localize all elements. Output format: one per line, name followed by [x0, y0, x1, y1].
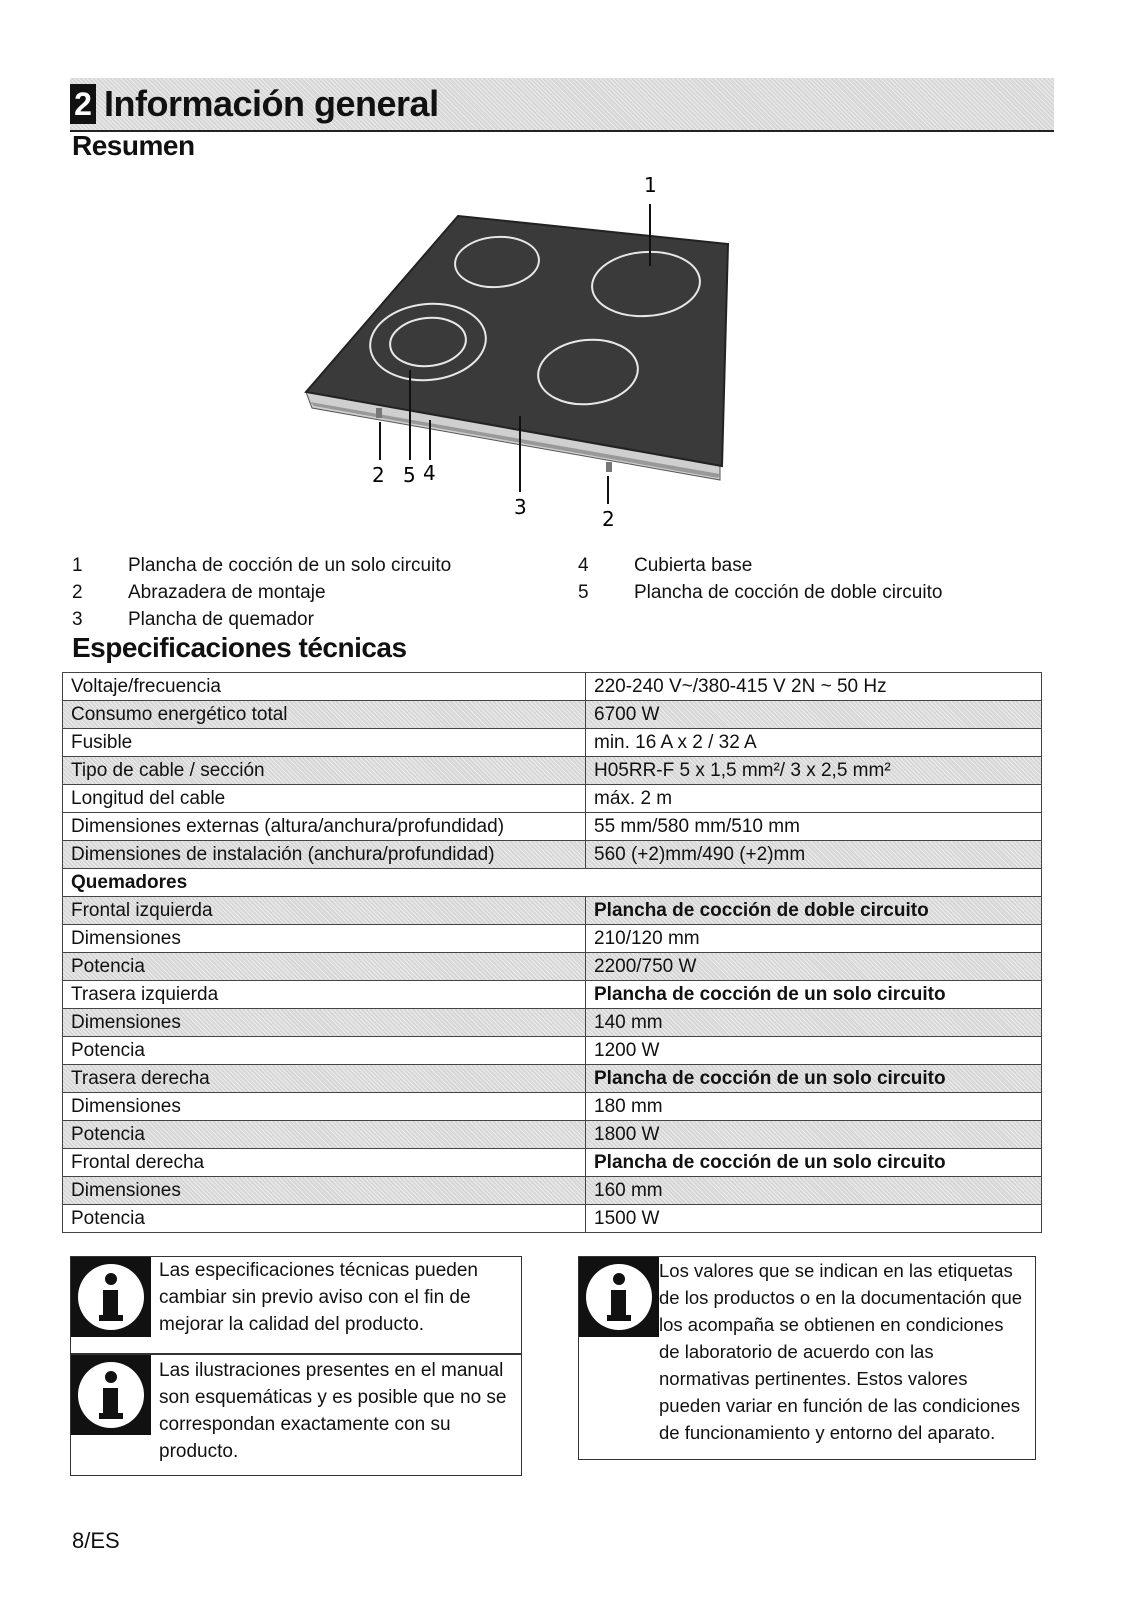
table-row: Potencia 1200 W [63, 1037, 1042, 1065]
specs-heading: Especificaciones técnicas [72, 632, 407, 663]
callout-2-left: 2 [372, 463, 385, 487]
table-row: Trasera derecha Plancha de cocción de un solo circuito [63, 1065, 1042, 1093]
note-line: Los valores que se indican en las etiquetas [659, 1260, 1013, 1281]
table-row: Frontal izquierda Plancha de cocción de doble circuito [63, 897, 1042, 925]
note-line: cambiar sin previo aviso con el fin de [159, 1287, 471, 1308]
page-number: 8/ES [72, 1528, 120, 1553]
hob-illustration [290, 170, 770, 540]
table-row: Consumo energético total 6700 W [63, 701, 1042, 729]
note-line: correspondan exactamente con su [159, 1414, 451, 1435]
note-line: los acompaña se obtienen en condiciones [659, 1314, 1004, 1335]
overview-heading: Resumen [72, 130, 195, 161]
note-line: normativas pertinentes. Estos valores [659, 1368, 968, 1389]
legend-left [72, 552, 451, 633]
table-row: Frontal derecha Plancha de cocción de un solo circuito [63, 1149, 1042, 1177]
callout-5: 5 [403, 463, 416, 487]
note-line: de laboratorio de acuerdo con las [659, 1341, 934, 1362]
info-icon [579, 1257, 659, 1337]
table-row: Dimensiones 140 mm [63, 1009, 1042, 1037]
note-illustrations [70, 1354, 522, 1476]
info-icon [71, 1355, 151, 1435]
note-line: pueden variar en función de las condiciones [659, 1395, 1020, 1416]
table-row: Fusible min. 16 A x 2 / 32 A [63, 729, 1042, 757]
legend-item: 2 Abrazadera de montaje [72, 582, 326, 603]
note-line: mejorar la calidad del producto. [159, 1314, 425, 1335]
note-line: son esquemáticas y es posible que no se [159, 1387, 507, 1408]
note-line: de funcionamiento y entorno del aparato. [659, 1422, 996, 1443]
table-row: Dimensiones 160 mm [63, 1177, 1042, 1205]
callout-2-right: 2 [602, 507, 615, 531]
info-icon [71, 1257, 151, 1337]
legend-item: 4 Cubierta base [578, 555, 753, 576]
table-row: Potencia 2200/750 W [63, 953, 1042, 981]
note-label-values [578, 1256, 1036, 1460]
table-row: Tipo de cable / sección H05RR-F 5 x 1,5 mm²/ 3 x 2,5 mm² [63, 757, 1042, 785]
table-row-section: Quemadores [63, 869, 1042, 897]
callout-1: 1 [644, 173, 657, 197]
table-row: Potencia 1800 W [63, 1121, 1042, 1149]
note-specs-change [70, 1256, 522, 1354]
callout-3: 3 [514, 495, 527, 519]
section-title: Información general [104, 83, 439, 124]
legend-right [578, 552, 942, 606]
legend-item: 3 Plancha de quemador [72, 609, 314, 630]
note-line: de los productos o en la documentación que [659, 1287, 1023, 1308]
table-row: Dimensiones de instalación (anchura/profundidad) 560 (+2)mm/490 (+2)mm [63, 841, 1042, 869]
table-row: Potencia 1500 W [63, 1205, 1042, 1233]
table-row: Voltaje/frecuencia 220-240 V~/380-415 V 2N ~ 50 Hz [63, 673, 1042, 701]
note-line: Las ilustraciones presentes en el manual [159, 1360, 504, 1381]
table-row: Trasera izquierda Plancha de cocción de un solo circuito [63, 981, 1042, 1009]
callout-4: 4 [423, 461, 436, 485]
spec-table [62, 672, 1042, 1233]
table-row: Longitud del cable máx. 2 m [63, 785, 1042, 813]
legend-item: 1 Plancha de cocción de un solo circuito [72, 555, 452, 576]
table-row: Dimensiones 180 mm [63, 1093, 1042, 1121]
note-line: Las especificaciones técnicas pueden [159, 1260, 478, 1281]
legend-item: 5 Plancha de cocción de doble circuito [578, 582, 943, 603]
section-number: 2 [70, 84, 96, 124]
table-row: Dimensiones externas (altura/anchura/profundidad) 55 mm/580 mm/510 mm [63, 813, 1042, 841]
table-row: Dimensiones 210/120 mm [63, 925, 1042, 953]
note-line: producto. [159, 1441, 239, 1462]
